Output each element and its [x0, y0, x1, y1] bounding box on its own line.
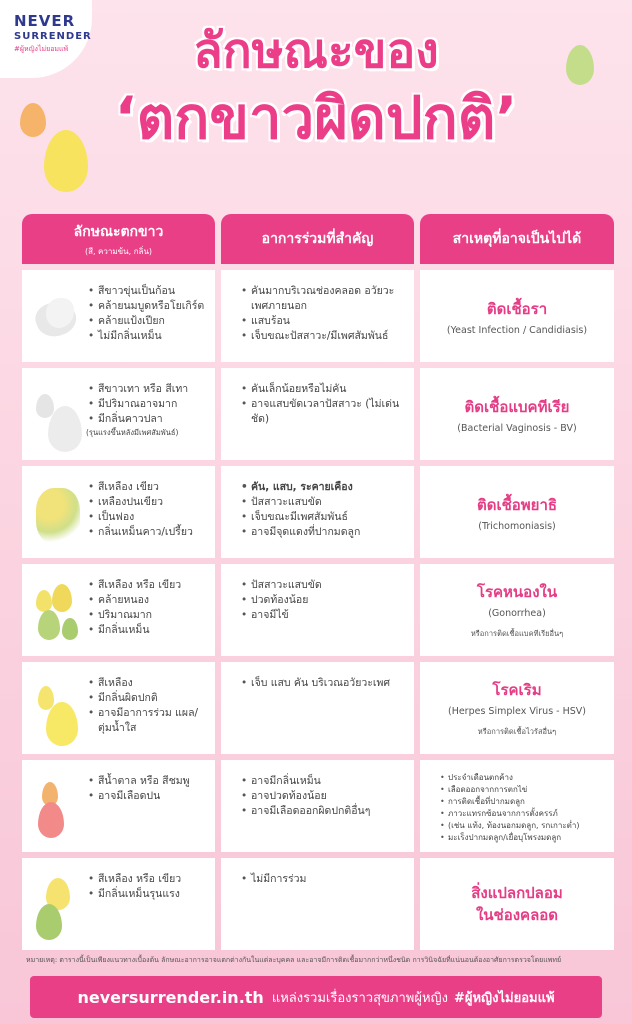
symptom-item: • เจ็บขณะปัสสาวะ/มีเพศสัมพันธ์	[239, 329, 408, 344]
foamy-discharge-icon	[32, 478, 88, 548]
cause-english: (Yeast Infection / Candidiasis)	[446, 324, 588, 336]
symptom-item: • คันมากบริเวณช่องคลอด อวัยวะเพศภายนอก	[239, 284, 408, 314]
footer-hashtag: #ผู้หญิงไม่ยอมแพ้	[453, 990, 555, 1006]
table-row	[22, 760, 614, 852]
cause-item: • ภาวะแทรกซ้อนจากการตั้งครรภ์	[438, 808, 579, 820]
grey-drops-icon	[32, 380, 88, 450]
cause-english: (Trichomoniasis)	[478, 520, 556, 532]
trait-item: • สีเหลือง หรือ เขียว	[86, 872, 211, 887]
cause-item: • (เช่น แท้ง, ท้องนอกมดลูก, รกเกาะต่ำ)	[438, 820, 579, 832]
symptoms-cell	[221, 858, 414, 950]
header-symptoms	[221, 214, 414, 264]
symptom-item: • เจ็บ แสบ คัน บริเวณอวัยวะเพศ	[239, 676, 408, 691]
symptom-item: • อาจปวดท้องน้อย	[239, 789, 408, 804]
cause-note: หรือการติดเชื้อแบคทีเรียอื่นๆ	[470, 629, 564, 638]
trait-item: • สีเหลือง	[86, 676, 211, 691]
disclaimer-note: หมายเหตุ: ตารางนี้เป็นเพียงแนวทางเบื้องต้น ลักษณะอาการอาจแตกต่างกันในแต่ละบุคคล และอาจมีการติดเชื้อมากกว่าหนึ่งชนิด การวินิจฉัยที่แน่นอนต้องอาศัยการตรวจโดยแพทย์	[26, 956, 562, 964]
trait-item: • ไม่มีกลิ่นเหม็น	[86, 329, 211, 344]
traits-cell	[22, 270, 215, 362]
symptom-item: • แสบร้อน	[239, 314, 408, 329]
cause-cell	[420, 368, 614, 460]
trait-item: • เป็นฟอง	[86, 510, 211, 525]
header-traits	[22, 214, 215, 264]
cause-cell	[420, 858, 614, 950]
cause-cell	[420, 662, 614, 754]
trait-item: • อาจมีเลือดปน	[86, 789, 211, 804]
cause-item: • ประจำเดือนตกค้าง	[438, 772, 579, 784]
trait-item: • อาจมีอาการร่วม แผล/ตุ่มน้ำใส	[86, 706, 211, 736]
title-line1: ลักษณะของ	[193, 23, 439, 79]
trait-item: • มีกลิ่นผิดปกติ	[86, 691, 211, 706]
trait-item: • ปริมาณมาก	[86, 608, 211, 623]
symptom-item: • ปวดท้องน้อย	[239, 593, 408, 608]
header-traits-subtitle: (สี, ความข้น, กลิ่น)	[84, 246, 153, 256]
trait-item: • คล้ายแป้งเปียก	[86, 314, 211, 329]
symptoms-cell	[221, 368, 414, 460]
cause-cell	[420, 270, 614, 362]
table-header	[22, 214, 614, 264]
brown-pink-drops-icon	[32, 772, 88, 842]
yellow-drops-icon	[32, 674, 88, 744]
symptom-item: • ปัสสาวะแสบขัด	[239, 578, 408, 593]
cause-cell	[420, 564, 614, 656]
trait-item: • กลิ่นเหม็นคาว/เปรี้ยว	[86, 525, 211, 540]
symptom-item: • อาจแสบขัดเวลาปัสสาวะ (ไม่เด่นชัด)	[239, 397, 408, 427]
logo-line1: NEVER	[14, 12, 76, 30]
cause-title: ติดเชื้อพยาธิ	[476, 495, 558, 514]
symptom-item: • อาจมีจุดแดงที่ปากมดลูก	[239, 525, 408, 540]
traits-cell	[22, 662, 215, 754]
symptoms-cell	[221, 466, 414, 558]
table-row	[22, 564, 614, 656]
cause-title: โรคเริม	[492, 681, 542, 699]
symptoms-cell	[221, 564, 414, 656]
white-clump-icon	[32, 282, 88, 352]
title-line2: ‘ตกขาวผิดปกติ’	[114, 84, 518, 152]
cause-title: สิ่งแปลกปลอม	[471, 884, 563, 902]
logo-line2: SURRENDER	[14, 31, 92, 42]
cause-title: ติดเชื้อรา	[486, 299, 548, 318]
yellow-green-mixed-drops-icon	[32, 870, 88, 940]
cause-title: โรคหนองใน	[476, 583, 558, 601]
trait-item: • สีขาวขุ่นเป็นก้อน	[86, 284, 211, 299]
cause-item: • เลือดออกจากการตกไข่	[438, 784, 579, 796]
table-row	[22, 466, 614, 558]
symptom-item: • คันเล็กน้อยหรือไม่คัน	[239, 382, 408, 397]
trait-item: • คล้ายนมบูดหรือโยเกิร์ต	[86, 299, 211, 314]
trait-item: • มีกลิ่นเหม็นรุนแรง	[86, 887, 211, 902]
symptom-item: • เจ็บขณะมีเพศสัมพันธ์	[239, 510, 408, 525]
trait-item: • มีกลิ่นเหม็น	[86, 623, 211, 638]
table-row	[22, 858, 614, 950]
table-row	[22, 368, 614, 460]
header-traits-title: ลักษณะตกขาว	[73, 223, 164, 240]
trait-item: • สีเหลือง เขียว	[86, 480, 211, 495]
trait-item: • สีขาวเทา หรือ สีเทา	[86, 382, 211, 397]
symptoms-cell	[221, 270, 414, 362]
symptom-item: • คัน, แสบ, ระคายเคือง	[239, 480, 408, 495]
cause-item: • การติดเชื้อที่ปากมดลูก	[438, 796, 579, 808]
yellow-green-drops-icon	[32, 576, 88, 646]
symptom-item: • อาจมีเลือดออกผิดปกติอื่นๆ	[239, 804, 408, 819]
trait-item: • คล้ายหนอง	[86, 593, 211, 608]
trait-item: • เหลืองปนเขียว	[86, 495, 211, 510]
symptoms-cell	[221, 662, 414, 754]
cause-english: (Herpes Simplex Virus - HSV)	[447, 706, 586, 717]
symptoms-cell	[221, 760, 414, 852]
cause-title-line2: ในช่องคลอด	[475, 906, 559, 924]
cause-note: หรือการติดเชื้อไวรัสอื่นๆ	[477, 727, 557, 736]
trait-item: • มีปริมาณอาจมาก	[86, 397, 211, 412]
header-symptoms-title: อาการร่วมที่สำคัญ	[261, 231, 374, 247]
traits-cell	[22, 858, 215, 950]
header-causes	[420, 214, 614, 264]
cause-cell	[420, 760, 614, 852]
symptom-item: • อาจมีกลิ่นเหม็น	[239, 774, 408, 789]
traits-cell	[22, 368, 215, 460]
footer-text: แหล่งรวมเรื่องราวสุขภาพผู้หญิง	[271, 990, 448, 1006]
cause-english: (Gonorrhea)	[488, 608, 546, 619]
symptom-item: • ปัสสาวะแสบขัด	[239, 495, 408, 510]
symptom-item: • อาจมีไข้	[239, 608, 408, 623]
header-causes-title: สาเหตุที่อาจเป็นไปได้	[452, 231, 582, 247]
traits-cell	[22, 564, 215, 656]
cause-item: • มะเร็งปากมดลูก/เยื่อบุโพรงมดลูก	[438, 832, 579, 844]
traits-cell	[22, 760, 215, 852]
footer-banner	[30, 976, 602, 1018]
trait-item: • สีเหลือง หรือ เขียว	[86, 578, 211, 593]
page-title	[0, 22, 632, 154]
cause-english: (Bacterial Vaginosis - BV)	[457, 422, 577, 434]
cause-cell	[420, 466, 614, 558]
traits-cell	[22, 466, 215, 558]
footer-site-link[interactable]: neversurrender.in.th	[77, 987, 264, 1007]
trait-item: • มีกลิ่นคาวปลา	[86, 412, 211, 427]
symptom-item: • ไม่มีการร่วม	[239, 872, 408, 887]
logo-line3: #ผู้หญิงไม่ยอมแพ้	[14, 45, 69, 53]
discharge-table	[22, 214, 614, 950]
table-row	[22, 270, 614, 362]
trait-note: (รุนแรงขึ้นหลังมีเพศสัมพันธ์)	[86, 428, 179, 437]
cause-title: ติดเชื้อแบคทีเรีย	[464, 397, 570, 416]
trait-item: • สีน้ำตาล หรือ สีชมพู	[86, 774, 211, 789]
table-row	[22, 662, 614, 754]
